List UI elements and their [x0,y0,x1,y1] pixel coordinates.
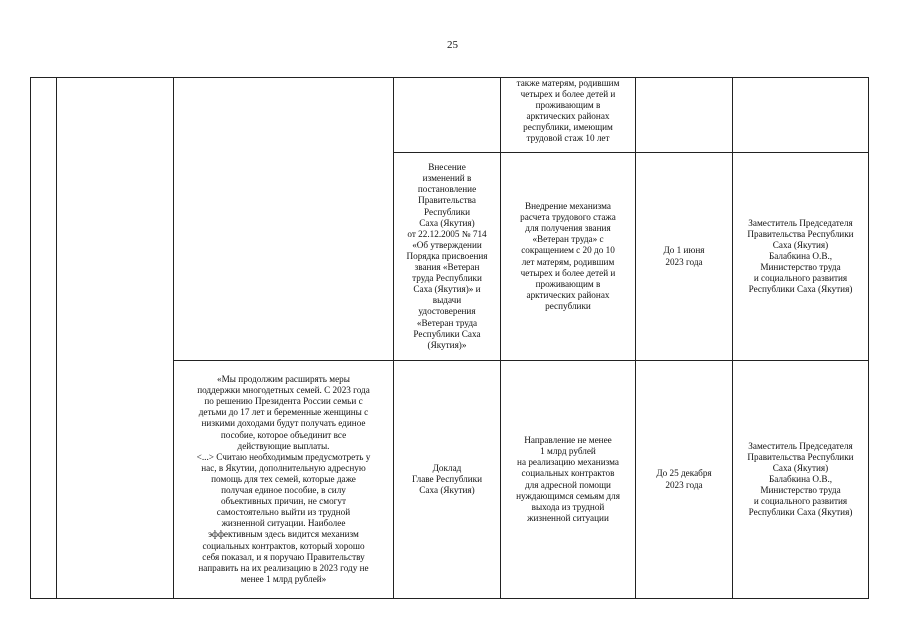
result-cell [501,78,636,153]
responsible-cell [733,361,869,599]
result-cell [501,153,636,361]
page-number: 25 [447,39,458,51]
result-text: также матерям, родившим четырех и более детей и проживающим в арктических районах республики, имеющим трудовой стаж 10 лет [516,78,620,144]
direction-cell [57,78,174,599]
result-text: Направление не менее 1 млрд рублей на реализацию механизма социальных контрактов для адресной помощи нуждающимся семьям для выхода из трудной жизненной ситуации [516,435,620,523]
responsible-cell [733,153,869,361]
deadline-cell [636,153,733,361]
quote-text: «Мы продолжим расширять меры поддержки многодетных семей. С 2023 года по решению Президента России семьи с детьми до 17 лет и беременные женщины с низкими доходами будут получать единое пособие, которое объединит все действующие выплаты. <...> Считаю необходимым предусмотреть у нас, в Якутии, дополнительную адресную помощь для тех семей, которые даже получая единое пособие, в силу объективных причин, не смогут самостоятельно выйти из трудной жизненной ситуации. Наиболее эффективным здесь видится механизм социальных контрактов, который хорошо себя показал, и я поручаю Правительству направить на их реализацию в 2023 году не менее 1 млрд рублей» [196,374,371,584]
responsible-text: Заместитель Председателя Правительства Республики Саха (Якутия) Балабкина О.В., Министерство труда и социального развития Республики Саха (Якутия) [747,440,854,518]
mechanism-cell-empty [394,78,501,153]
quote-cell-empty [174,78,394,361]
result-text: Внедрение механизма расчета трудового стажа для получения звания «Ветеран труда» с сокращением с 20 до 10 лет матерям, родившим четырех и более детей и проживающим в арктических районах республики [520,201,616,311]
mechanism-cell [394,361,501,599]
mechanism-text: Внесение изменений в постановление Правительства Республики Саха (Якутия) от 22.12.2005 № 714 «Об утверждении Порядка присвоения звания «Ветеран труда Республики Саха (Якутия)» и выдачи удостоверения «Ветеран труда Республики Саха (Якутия)» [406,162,488,350]
responsible-cell-empty [733,78,869,153]
deadline-text: До 25 декабря 2023 года [656,468,712,490]
measures-table [30,77,869,599]
deadline-cell-empty [636,78,733,153]
responsible-text: Заместитель Председателя Правительства Республики Саха (Якутия) Балабкина О.В., Министерство труда и социального развития Республики Саха (Якутия) [747,217,854,295]
table-row [31,78,869,153]
quote-cell [174,361,394,599]
deadline-text: До 1 июня 2023 года [663,245,705,267]
result-cell [501,361,636,599]
mechanism-text: Доклад Главе Республики Саха (Якутия) [411,462,483,496]
deadline-cell [636,361,733,599]
number-cell [31,78,57,599]
mechanism-cell [394,153,501,361]
